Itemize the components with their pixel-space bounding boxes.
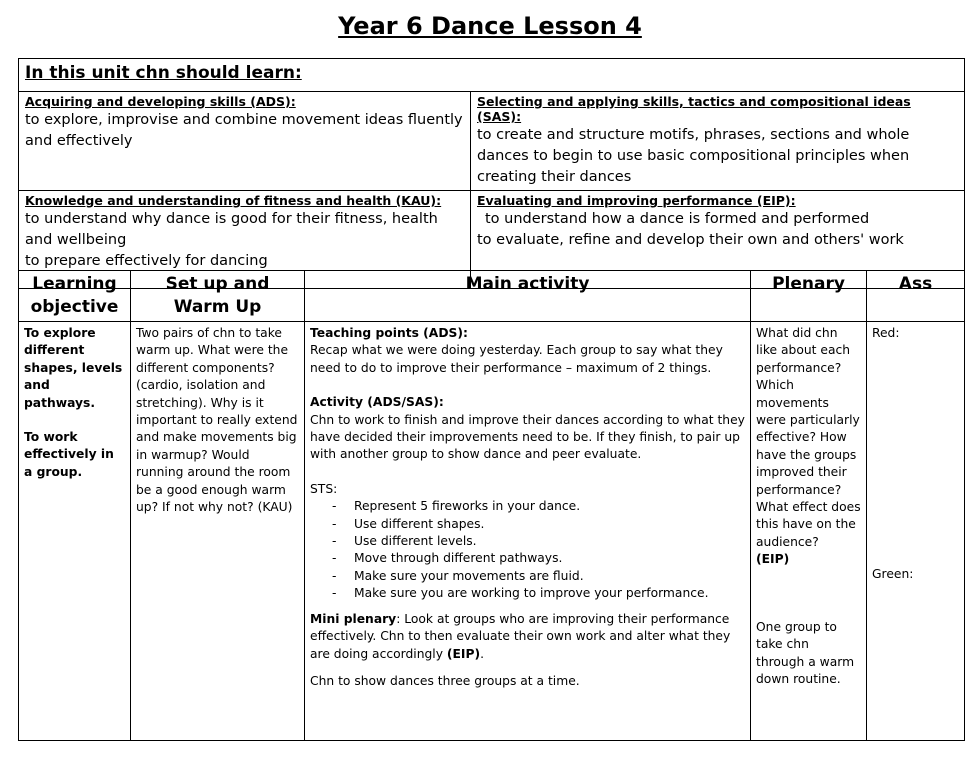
closing-text: Chn to show dances three groups at a time. <box>310 673 580 688</box>
objective-1: To explore different shapes, levels and pathways. <box>24 326 123 410</box>
mini-plenary-text: : Look at groups who are improving their performance effectively. Chn to then evaluate their own work and alter what they are doing accordingly <box>310 611 731 661</box>
mini-plenary-end: . <box>480 646 485 661</box>
plenary-tag: (EIP) <box>756 552 790 567</box>
list-item: - Make sure your movements are fluid. <box>354 568 745 585</box>
col-header-objective: Learning objective <box>19 271 131 322</box>
col-header-main: Main activity <box>305 271 751 322</box>
ads-cell <box>19 92 471 191</box>
unit-heading: In this unit chn should learn: <box>19 59 965 92</box>
activity-title: Activity (ADS/SAS): <box>310 395 444 410</box>
ads-title: Acquiring and developing skills (ADS): <box>25 94 296 109</box>
kau-text-1: to understand why dance is good for their fitness, health and wellbeing <box>25 211 438 248</box>
unit-objectives-table <box>18 58 965 289</box>
cooldown-text: One group to take chn through a warm down routine. <box>756 619 855 686</box>
objective-2: To work effectively in a group. <box>24 430 114 479</box>
sas-title: Selecting and applying skills, tactics and compositional ideas (SAS): <box>477 94 911 124</box>
sts-label: STS: <box>310 481 338 496</box>
ass-cell <box>867 322 965 741</box>
warmup-cell <box>131 322 305 741</box>
objective-cell <box>19 322 131 741</box>
list-item: - Move through different pathways. <box>354 550 745 567</box>
mini-plenary-title: Mini plenary <box>310 611 397 626</box>
plenary-cell <box>751 322 867 741</box>
sas-cell <box>471 92 965 191</box>
teaching-text: Recap what we were doing yesterday. Each group to say what they need to do to improve their performance – maximum of 2 things. <box>310 343 723 375</box>
main-cell <box>305 322 751 741</box>
sts-list <box>310 498 745 602</box>
kau-text-2: to prepare effectively for dancing <box>25 253 268 269</box>
teaching-title: Teaching points (ADS): <box>310 326 468 340</box>
warmup-text: Two pairs of chn to take warm up. What were the different components? (cardio, isolation and stretching). Why is it important to really extend and make movements big in warmup? Would running around the room be a good enough warm up? If not why not? <box>136 326 298 515</box>
eip-title: Evaluating and improving performance (EIP): <box>477 193 796 208</box>
mini-plenary <box>310 611 745 663</box>
mini-plenary-tag: (EIP) <box>446 646 481 661</box>
ads-text: to explore, improvise and combine movement ideas fluently and effectively <box>25 112 463 149</box>
list-item: - Represent 5 fireworks in your dance. <box>354 498 745 515</box>
col-header-plenary: Plenary <box>751 271 867 322</box>
sas-text: to create and structure motifs, phrases, sections and whole dances to begin to use basic compositional principles when creating their dances <box>477 127 910 185</box>
list-item: - Make sure you are working to improve your performance. <box>354 585 745 602</box>
lesson-plan-table <box>18 270 965 741</box>
kau-title: Knowledge and understanding of fitness and health (KAU): <box>25 193 442 208</box>
eip-text-2: to evaluate, refine and develop their own and others' work <box>477 232 904 248</box>
list-item: - Use different levels. <box>354 533 745 550</box>
col-header-warmup: Set up and Warm Up <box>131 271 305 322</box>
plenary-text: What did chn like about each performance? Which movements were particularly effective? How have the groups improved their performance? What effect does this have on the audience? <box>756 326 861 549</box>
page-title: Year 6 Dance Lesson 4 <box>338 12 642 40</box>
warmup-tag: (KAU) <box>257 500 293 515</box>
ass-red: Red: <box>872 326 900 340</box>
list-item: - Use different shapes. <box>354 516 745 533</box>
col-header-ass: Ass <box>867 271 965 322</box>
eip-text-1: to understand how a dance is formed and performed <box>485 211 870 227</box>
ass-green: Green: <box>872 567 914 582</box>
activity-text: Chn to work to finish and improve their dances according to what they have decided their improvements need to be. If they finish, to pair up with another group to show dance and peer evaluate. <box>310 412 745 462</box>
